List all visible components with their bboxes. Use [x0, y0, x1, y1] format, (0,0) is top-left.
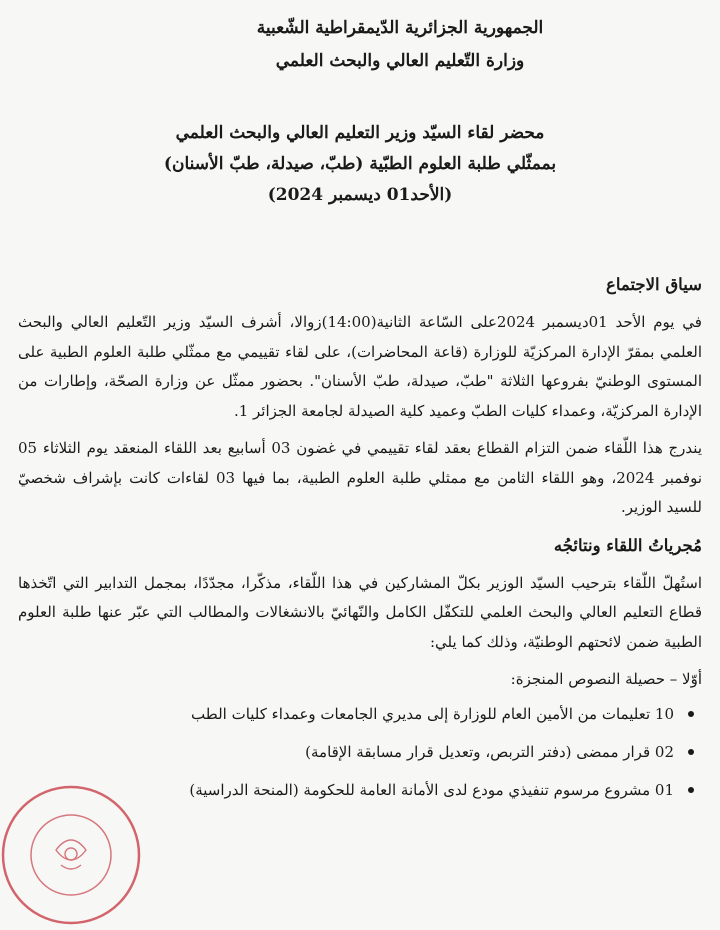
official-stamp-icon: [0, 780, 146, 930]
context-paragraph-2: يندرج هذا اللّقاء ضمن التزام القطاع بعقد لقاء تقييمي في غضون 03 أسابيع بعد اللقاء المنعقد يوم الثلاثاء 05 نوفمبر 2024، وهو اللقاء الثامن مع ممثلي طلبة العلوم الطبية، بما فيها 03 لقاءات كانت بإشراف شخصيّ للسيد الوزير.: [18, 439, 703, 516]
title-date: (الأحد01 ديسمبر 2024): [267, 185, 453, 205]
stamp-text: [0, 780, 2, 783]
proceedings-paragraph: استُهلّ اللّقاء بترحيب السيّد الوزير بكلّ المشاركين في هذا اللّقاء، مذكّرا، مجدّدًا، بمجمل التدابير التي اتّخذها قطاع التعليم العالي والبحث العلمي للتكفّل الكامل والنّهائيّ بالانشغالات والمطالب التي عبّر عنها طلبة العلوم الطبية ضمن لائحتهم الوطنيّة، وذلك كما يلي:: [18, 573, 702, 651]
title-line-1: محضر لقاء السيّد وزير التعليم العالي والبحث العلمي: [175, 123, 545, 143]
proceedings-heading: مُجرياتُ اللقاء ونتائجُه: [553, 535, 702, 555]
list-item: 02 قرار ممضى (دفتر التربص، وتعديل قرار مسابقة الإقامة): [18, 733, 702, 771]
ministry-name: وزارة التّعليم العالي والبحث العلمي: [275, 51, 525, 71]
list-item: 10 تعليمات من الأمين العام للوزارة إلى مديري الجامعات وعمداء كليات الطب: [18, 695, 702, 733]
document-body: [18, 270, 702, 809]
document-header: [250, 12, 550, 78]
list-item: 01 مشروع مرسوم تنفيذي مودع لدى الأمانة العامة للحكومة (المنحة الدراسية): [18, 771, 702, 809]
document-title: [80, 118, 640, 211]
title-line-2: بممثّلي طلبة العلوم الطبّية (طبّ، صيدلة، طبّ الأسنان): [163, 154, 557, 174]
context-paragraph-1: في يوم الأحد 01ديسمبر 2024على السّاعة الثانية(14:00)زوالا، أشرف السيّد وزير التّعليم العالي والبحث العلمي بمقرّ الإدارة المركزيّة للوزارة (قاعة المحاضرات)، على لقاء تقييمي مع ممثّلي طلبة العلوم الطبية على المستوى الوطنيّ بفروعها الثلاثة "طبّ، صيدلة، طبّ الأسنان". بحضور ممثّل عن وزارة الصحّة، وإطارات من الإدارة المركزيّة، وعمداء كليات الطبّ وعميد كلية الصيدلة لجامعة الجزائر 1.: [18, 313, 702, 420]
first-section-heading: أوّلا – حصيلة النصوص المنجزة:: [510, 670, 702, 688]
context-heading: سياق الاجتماع: [606, 275, 702, 294]
republic-name: الجمهورية الجزائرية الدّيمقراطية الشّعبية: [256, 18, 544, 38]
